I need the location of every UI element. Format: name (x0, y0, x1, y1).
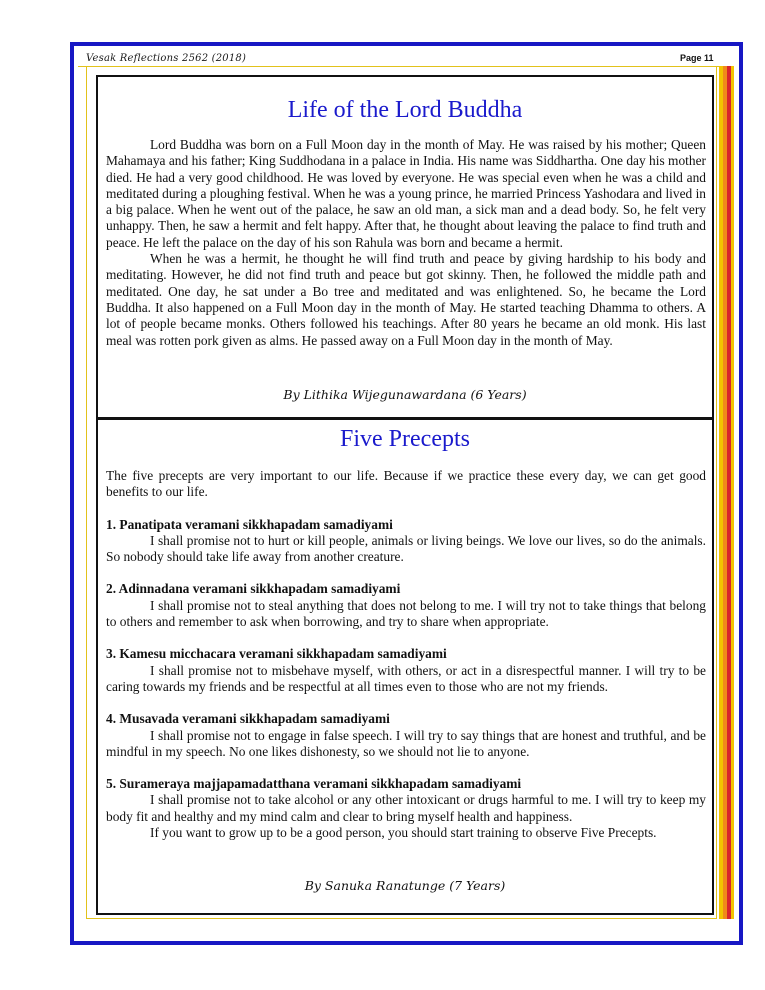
publication-title: Vesak Reflections 2562 (2018) (86, 53, 247, 64)
article-title: Life of the Lord Buddha (287, 97, 523, 123)
precept-text: I shall promise not to hurt or kill people, animals or living beings. We love our lives, so do the animals. So nobody should take life away from another creature. (106, 532, 706, 565)
article-body (106, 137, 706, 349)
precept-text: I shall promise not to take alcohol or any other intoxicant or drugs harmful to me. I will try to keep my body fit and healthy and my mind calm and clear to bring myself health and happiness. (106, 792, 706, 824)
intro-paragraph: The five precepts are very important to our life. Because if we practice these every day, we can get good benefits to our life. (106, 468, 706, 500)
article-body (106, 468, 706, 841)
article-life-of-buddha (96, 75, 714, 419)
precept-text: I shall promise not to engage in false speech. I will try to say things that are honest and truthful, and be mindful in my speech. No one likes dishonesty, so we should not lie to anyone. (106, 727, 706, 759)
paragraph: When he was a hermit, he thought he will find truth and peace by giving hardship to his body and meditating. However, he did not find truth and peace but got skinny. Then, he followed the middle path and meditated. One day, he sat under a Bo tree and meditated and was enlightened. So, he became the Lord Buddha. It also happened on a Full Moon day in the month of May. He started teaching Dhamma to others. A lot of people became monks. Others followed his teachings. After 80 years he became an old monk. His last meal was rotten pork given as alms. He passed away on a Full Moon day in the month of May. (106, 251, 706, 348)
header-rule (78, 66, 728, 67)
article-five-precepts (96, 418, 714, 915)
precept-heading: 4. Musavada veramani sikkhapadam samadiyami (106, 711, 390, 727)
precept-heading: 3. Kamesu micchacara veramani sikkhapadam samadiyami (106, 646, 447, 662)
author-byline: By Sanuka Ranatunge (7 Years) (304, 878, 506, 893)
article-title: Five Precepts (340, 426, 470, 452)
precept-text: I shall promise not to steal anything that does not belong to me. I will try not to take things that belong to others and remember to ask when borrowing, and try to share when appropriate. (106, 597, 706, 630)
precept-heading: 2. Adinnadana veramani sikkhapadam samadiyami (106, 581, 401, 597)
flag-stripe-yellow-2 (731, 66, 734, 919)
author-byline: By Lithika Wijegunawardana (6 Years) (283, 387, 527, 402)
precept-heading: 1. Panatipata veramani sikkhapadam samadiyami (106, 516, 393, 532)
page-number: Page 11 (680, 53, 714, 63)
closing-paragraph: If you want to grow up to be a good person, you should start training to observe Five Precepts. (150, 825, 657, 841)
precept-text: I shall promise not to misbehave myself, with others, or act in a disrespectful manner. I will try to be caring towards my friends and be respectful at all times even to those who are not my friends. (106, 662, 706, 694)
precept-heading: 5. Surameraya majjapamadatthana veramani sikkhapadam samadiyami (106, 776, 522, 792)
paragraph: Lord Buddha was born on a Full Moon day in the month of May. He was raised by his mother; Queen Mahamaya and his father; King Suddhodana in a palace in India. His name was Siddhartha. One day his mother died. He had a very good childhood. He was loved by everyone. He was special even when he was a child and meditated during a ploughing festival. When he was a young prince, he married Princess Yashodara and lived in a big palace. When he went out of the palace, he saw an old man, a sick man and a dead body. So, he felt very unhappy. Then, he saw a hermit and felt happy. After that, he thought about leaving the palace to find truth and peace. He left the palace on the day of his son Rahula was born and became a hermit. (106, 137, 706, 250)
